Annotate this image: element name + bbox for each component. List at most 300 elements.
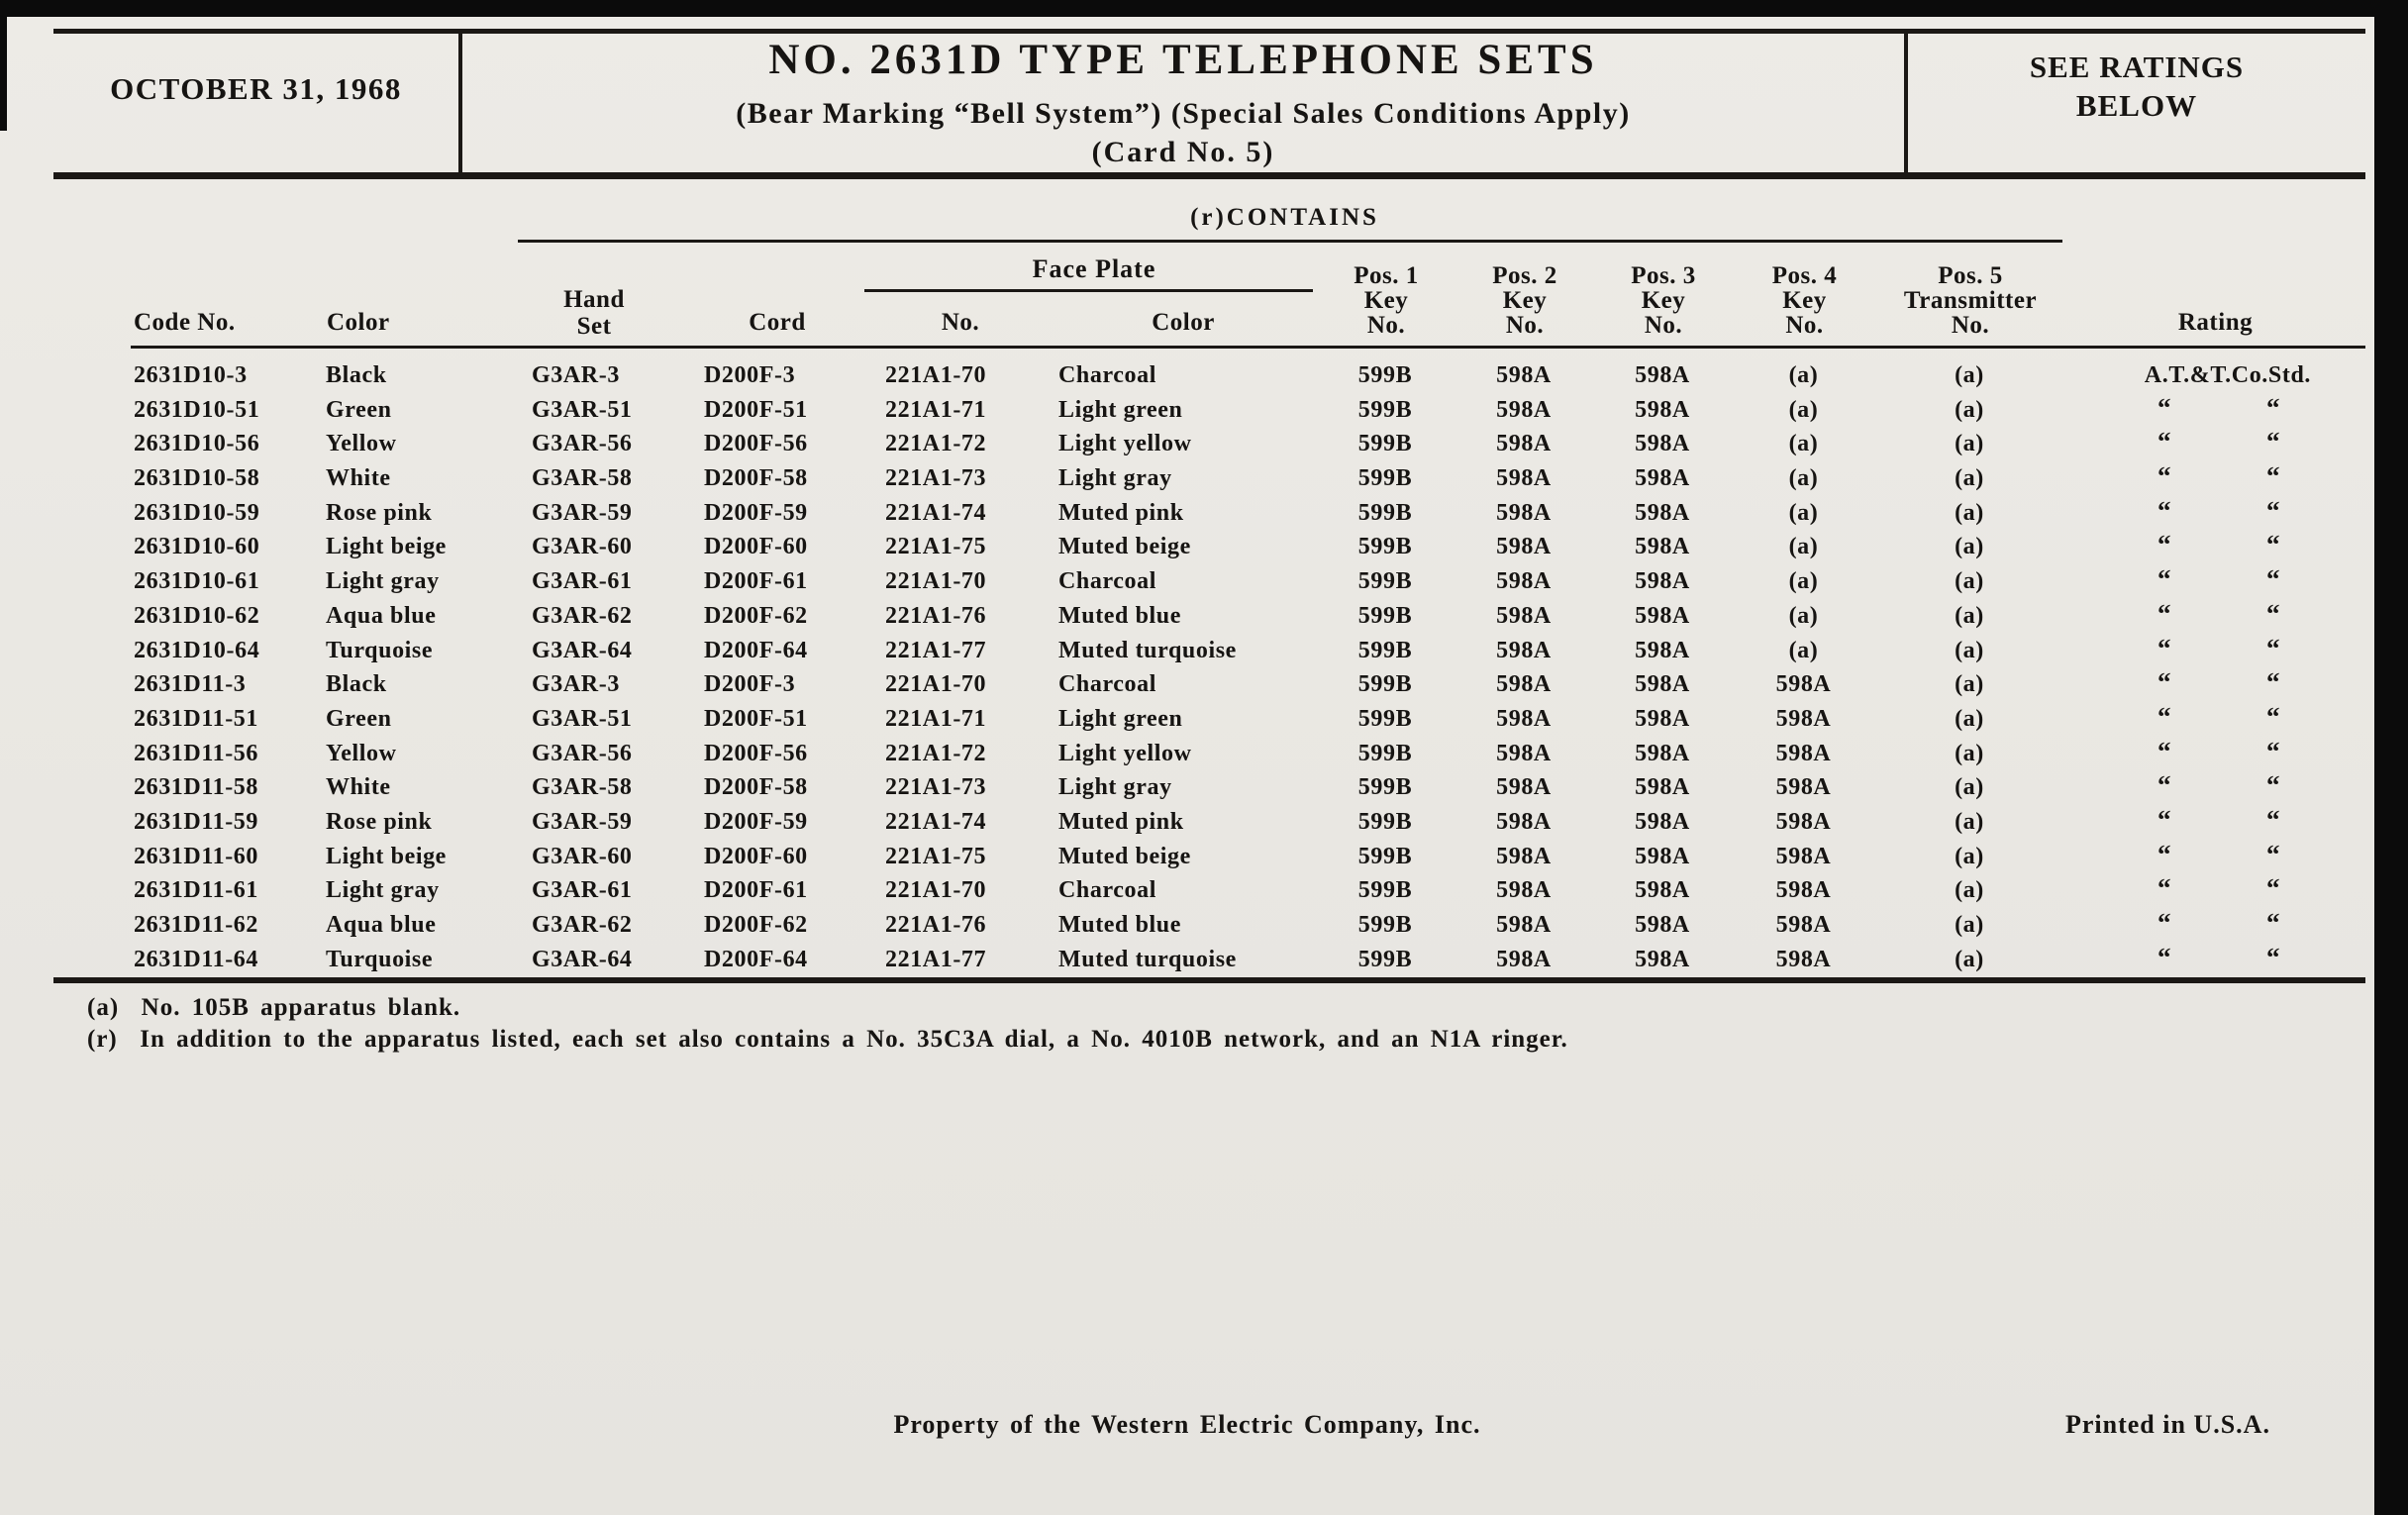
ditto-mark: “ xyxy=(2157,564,2172,595)
ditto-mark: “ xyxy=(2157,598,2172,629)
cell-pos3: 598A xyxy=(1635,808,1690,835)
ditto-mark: “ xyxy=(2157,392,2172,423)
cell-pos5: (a) xyxy=(1955,431,1984,457)
cell-color: Aqua blue xyxy=(326,912,437,938)
cell-pos5: (a) xyxy=(1955,912,1984,938)
cell-pos5: (a) xyxy=(1955,396,1984,423)
cell-rating xyxy=(2063,461,2365,496)
cell-hand_set: G3AR-51 xyxy=(532,705,633,732)
ditto-mark: “ xyxy=(2266,530,2281,560)
cell-pos4: 598A xyxy=(1775,877,1832,904)
cell-pos2: 598A xyxy=(1496,808,1552,835)
cell-fp_color: Charcoal xyxy=(1058,671,1157,698)
cell-pos3: 598A xyxy=(1635,637,1690,663)
table-rows xyxy=(53,358,2366,976)
table-row xyxy=(53,840,2366,874)
footer-property: Property of the Western Electric Company, Inc. xyxy=(893,1410,1481,1439)
cell-fp_color: Light yellow xyxy=(1058,740,1192,766)
contains-label: (r)CONTAINS xyxy=(1190,204,1379,231)
cell-pos2: 598A xyxy=(1496,671,1552,698)
cell-fp_no: 221A1-70 xyxy=(885,362,987,388)
col-header-line: Hand xyxy=(563,286,625,313)
cell-pos1: 599B xyxy=(1357,912,1413,938)
cell-pos1: 599B xyxy=(1357,499,1413,526)
cell-cord: D200F-56 xyxy=(704,740,808,766)
scan-edge-top xyxy=(0,0,2408,17)
ditto-mark: “ xyxy=(2157,427,2172,457)
cell-pos4: 598A xyxy=(1775,843,1832,869)
col-header-code: Code No. xyxy=(134,309,236,336)
cell-code: 2631D11-62 xyxy=(134,912,258,938)
cell-pos2: 598A xyxy=(1496,877,1552,904)
cell-cord: D200F-59 xyxy=(704,808,808,835)
cell-fp_color: Muted turquoise xyxy=(1058,637,1237,663)
cell-hand_set: G3AR-59 xyxy=(532,499,633,526)
cell-pos2: 598A xyxy=(1496,602,1552,629)
cell-rating xyxy=(2063,702,2365,737)
col-header-face-plate-color: Color xyxy=(1152,309,1215,336)
cell-fp_no: 221A1-75 xyxy=(885,534,987,560)
table-row xyxy=(53,599,2366,634)
face-plate-label: Face Plate xyxy=(1032,254,1156,283)
ditto-mark: “ xyxy=(2157,873,2172,904)
cell-hand_set: G3AR-61 xyxy=(532,877,633,904)
cell-hand_set: G3AR-3 xyxy=(532,671,620,698)
col-header-face-plate-no: No. xyxy=(941,309,980,336)
cell-pos4: 598A xyxy=(1775,808,1832,835)
cell-pos4: (a) xyxy=(1788,637,1819,663)
cell-fp_no: 221A1-74 xyxy=(885,499,987,526)
ditto-mark: “ xyxy=(2266,839,2281,869)
cell-hand_set: G3AR-60 xyxy=(532,843,633,869)
cell-fp_no: 221A1-73 xyxy=(885,465,987,492)
document-subtitle: (Bear Marking “Bell System”) (Special Sales Conditions Apply) xyxy=(736,97,1631,130)
cell-rating xyxy=(2063,496,2365,531)
contains-rule xyxy=(518,240,2062,243)
ditto-mark: “ xyxy=(2157,461,2172,492)
col-header-pos4-key-no xyxy=(1733,263,1876,338)
col-header-rating: Rating xyxy=(2177,309,2254,336)
cell-rating xyxy=(2063,943,2365,977)
ditto-mark: “ xyxy=(2157,770,2172,801)
col-header-line: Pos. 1 xyxy=(1354,262,1419,289)
cell-hand_set: G3AR-51 xyxy=(532,396,633,423)
ditto-mark: “ xyxy=(2157,736,2172,766)
cell-rating xyxy=(2063,564,2365,599)
cell-fp_no: 221A1-74 xyxy=(885,808,987,835)
cell-pos1: 599B xyxy=(1357,637,1413,663)
cell-pos3: 598A xyxy=(1635,602,1690,629)
cell-hand_set: G3AR-62 xyxy=(532,912,633,938)
ditto-mark: “ xyxy=(2266,942,2281,972)
cell-pos1: 599B xyxy=(1357,396,1413,423)
ditto-mark: “ xyxy=(2157,530,2172,560)
cell-color: Yellow xyxy=(326,431,397,457)
cell-cord: D200F-60 xyxy=(704,534,808,560)
cell-pos1: 599B xyxy=(1357,877,1413,904)
ditto-mark: “ xyxy=(2266,392,2281,423)
cell-pos1: 599B xyxy=(1357,465,1413,492)
cell-pos4: (a) xyxy=(1788,465,1819,492)
cell-pos1: 599B xyxy=(1357,740,1413,766)
footnote-r: (r) In addition to the apparatus listed, each set also contains a No. 35C3A dial, a No. 4010B network, and an N1A ringer. xyxy=(87,1026,1568,1053)
footnote-a: (a) No. 105B apparatus blank. xyxy=(87,994,461,1021)
table-row xyxy=(53,770,2366,805)
cell-pos5: (a) xyxy=(1955,637,1984,663)
table-row xyxy=(53,667,2366,702)
cell-rating xyxy=(2063,393,2365,428)
cell-pos3: 598A xyxy=(1635,465,1690,492)
ditto-mark: “ xyxy=(2266,667,2281,698)
cell-pos2: 598A xyxy=(1496,637,1552,663)
cell-fp_color: Light yellow xyxy=(1058,431,1192,457)
col-header-line: Key xyxy=(1782,287,1827,314)
cell-pos4: 598A xyxy=(1775,740,1832,766)
cell-color: Yellow xyxy=(326,740,397,766)
cell-fp_no: 221A1-76 xyxy=(885,602,987,629)
cell-color: Light beige xyxy=(326,843,447,869)
cell-pos1: 599B xyxy=(1357,946,1413,972)
cell-color: White xyxy=(326,774,391,801)
col-header-line: No. xyxy=(1366,312,1406,339)
cell-code: 2631D10-3 xyxy=(134,362,248,388)
table-row xyxy=(53,564,2366,599)
cell-hand_set: G3AR-60 xyxy=(532,534,633,560)
col-header-line: Transmitter xyxy=(1903,287,2038,314)
cell-color: Turquoise xyxy=(326,637,434,663)
ditto-mark: “ xyxy=(2266,770,2281,801)
cell-hand_set: G3AR-3 xyxy=(532,362,620,388)
ditto-mark: “ xyxy=(2157,633,2172,663)
cell-color: Black xyxy=(326,671,387,698)
face-plate-rule xyxy=(864,289,1313,292)
cell-code: 2631D11-64 xyxy=(134,946,258,972)
cell-color: Light gray xyxy=(326,877,440,904)
cell-pos5: (a) xyxy=(1955,568,1984,595)
footer-printed: Printed in U.S.A. xyxy=(2065,1410,2270,1439)
header-bottom-rule xyxy=(53,172,2365,179)
cell-fp_no: 221A1-77 xyxy=(885,946,987,972)
cell-pos3: 598A xyxy=(1635,499,1690,526)
cell-pos4: (a) xyxy=(1788,568,1819,595)
cell-rating xyxy=(2063,667,2365,702)
col-header-line: Pos. 5 xyxy=(1938,262,2003,289)
cell-pos1: 599B xyxy=(1357,534,1413,560)
cell-code: 2631D10-62 xyxy=(134,602,260,629)
cell-fp_color: Light gray xyxy=(1058,465,1172,492)
cell-pos4: (a) xyxy=(1788,396,1819,423)
cell-hand_set: G3AR-61 xyxy=(532,568,633,595)
cell-color: Rose pink xyxy=(326,499,433,526)
document-title: NO. 2631D TYPE TELEPHONE SETS xyxy=(768,37,1598,83)
cell-color: Green xyxy=(326,396,392,423)
see-ratings-note-line2: BELOW xyxy=(2075,88,2198,123)
cell-cord: D200F-62 xyxy=(704,912,808,938)
cell-pos2: 598A xyxy=(1496,431,1552,457)
ditto-mark: “ xyxy=(2157,667,2172,698)
cell-cord: D200F-61 xyxy=(704,568,808,595)
cell-pos2: 598A xyxy=(1496,774,1552,801)
cell-fp_no: 221A1-70 xyxy=(885,671,987,698)
cell-pos3: 598A xyxy=(1635,843,1690,869)
cell-cord: D200F-3 xyxy=(704,362,796,388)
column-header-rule xyxy=(131,346,2365,349)
cell-code: 2631D10-59 xyxy=(134,499,260,526)
cell-color: Black xyxy=(326,362,387,388)
cell-pos5: (a) xyxy=(1955,534,1984,560)
cell-pos4: (a) xyxy=(1788,602,1819,629)
cell-fp_color: Charcoal xyxy=(1058,362,1157,388)
cell-pos4: (a) xyxy=(1788,362,1819,388)
ditto-mark: “ xyxy=(2157,701,2172,732)
ditto-mark: “ xyxy=(2266,873,2281,904)
col-header-line: No. xyxy=(1951,312,1990,339)
cell-code: 2631D11-61 xyxy=(134,877,258,904)
cell-hand_set: G3AR-64 xyxy=(532,637,633,663)
document-date: OCTOBER 31, 1968 xyxy=(110,71,402,106)
cell-fp_no: 221A1-72 xyxy=(885,740,987,766)
cell-cord: D200F-51 xyxy=(704,396,808,423)
cell-fp_color: Muted blue xyxy=(1058,602,1182,629)
cell-pos2: 598A xyxy=(1496,946,1552,972)
cell-pos4: 598A xyxy=(1775,705,1832,732)
cell-rating: A.T.&T.Co.Std. xyxy=(2144,362,2311,388)
cell-pos1: 599B xyxy=(1357,671,1413,698)
cell-color: Rose pink xyxy=(326,808,433,835)
cell-pos3: 598A xyxy=(1635,362,1690,388)
ditto-mark: “ xyxy=(2266,598,2281,629)
cell-pos3: 598A xyxy=(1635,431,1690,457)
cell-fp_no: 221A1-70 xyxy=(885,877,987,904)
table-row xyxy=(53,702,2366,737)
cell-rating xyxy=(2063,805,2365,840)
cell-code: 2631D10-61 xyxy=(134,568,260,595)
table-row xyxy=(53,530,2366,564)
cell-fp_no: 221A1-72 xyxy=(885,431,987,457)
cell-pos2: 598A xyxy=(1496,465,1552,492)
cell-pos2: 598A xyxy=(1496,912,1552,938)
cell-pos2: 598A xyxy=(1496,534,1552,560)
cell-color: Aqua blue xyxy=(326,602,437,629)
col-header-pos1-key-no xyxy=(1317,263,1455,338)
cell-pos5: (a) xyxy=(1955,602,1984,629)
cell-rating xyxy=(2063,634,2365,668)
cell-pos1: 599B xyxy=(1357,843,1413,869)
cell-hand_set: G3AR-58 xyxy=(532,774,633,801)
cell-rating xyxy=(2063,873,2365,908)
cell-fp_color: Muted pink xyxy=(1058,499,1184,526)
table-row xyxy=(53,427,2366,461)
cell-pos3: 598A xyxy=(1635,568,1690,595)
cell-pos5: (a) xyxy=(1955,740,1984,766)
table-row xyxy=(53,634,2366,668)
scan-edge-left xyxy=(0,0,7,131)
cell-cord: D200F-51 xyxy=(704,705,808,732)
table-row xyxy=(53,873,2366,908)
cell-pos5: (a) xyxy=(1955,946,1984,972)
cell-pos3: 598A xyxy=(1635,534,1690,560)
cell-fp_no: 221A1-77 xyxy=(885,637,987,663)
cell-pos1: 599B xyxy=(1357,808,1413,835)
cell-cord: D200F-58 xyxy=(704,465,808,492)
cell-pos5: (a) xyxy=(1955,705,1984,732)
cell-cord: D200F-62 xyxy=(704,602,808,629)
cell-fp_color: Charcoal xyxy=(1058,877,1157,904)
see-ratings-note-line1: SEE RATINGS xyxy=(2029,50,2245,84)
col-header-line: No. xyxy=(1785,312,1824,339)
cell-fp_no: 221A1-71 xyxy=(885,396,987,423)
cell-pos5: (a) xyxy=(1955,465,1984,492)
table-bottom-rule xyxy=(53,977,2365,983)
cell-pos3: 598A xyxy=(1635,671,1690,698)
cell-code: 2631D10-56 xyxy=(134,431,260,457)
table-row xyxy=(53,496,2366,531)
cell-fp_color: Light green xyxy=(1058,396,1183,423)
cell-pos5: (a) xyxy=(1955,877,1984,904)
cell-pos1: 599B xyxy=(1357,568,1413,595)
col-header-cord: Cord xyxy=(749,309,806,336)
cell-hand_set: G3AR-56 xyxy=(532,431,633,457)
col-header-line: Key xyxy=(1641,287,1686,314)
cell-pos3: 598A xyxy=(1635,396,1690,423)
col-header-line: Pos. 2 xyxy=(1492,262,1557,289)
col-header-line: No. xyxy=(1644,312,1683,339)
cell-pos2: 598A xyxy=(1496,362,1552,388)
cell-rating xyxy=(2063,908,2365,943)
col-header-line: Pos. 4 xyxy=(1771,262,1838,289)
card-number: (Card No. 5) xyxy=(1091,136,1275,168)
col-header-line: Pos. 3 xyxy=(1631,262,1696,289)
cell-rating xyxy=(2063,599,2365,634)
cell-pos1: 599B xyxy=(1357,431,1413,457)
scan-edge-right xyxy=(2374,0,2408,1515)
ditto-mark: “ xyxy=(2157,942,2172,972)
ditto-mark: “ xyxy=(2266,633,2281,663)
table-row xyxy=(53,461,2366,496)
cell-cord: D200F-3 xyxy=(704,671,796,698)
cell-fp_color: Muted beige xyxy=(1058,534,1191,560)
cell-code: 2631D11-51 xyxy=(134,705,258,732)
cell-cord: D200F-64 xyxy=(704,637,808,663)
cell-fp_color: Light gray xyxy=(1058,774,1172,801)
ditto-mark: “ xyxy=(2157,495,2172,526)
ditto-mark: “ xyxy=(2266,427,2281,457)
cell-code: 2631D11-3 xyxy=(134,671,247,698)
cell-pos1: 599B xyxy=(1357,602,1413,629)
cell-pos1: 599B xyxy=(1357,774,1413,801)
cell-fp_no: 221A1-71 xyxy=(885,705,987,732)
cell-pos3: 598A xyxy=(1635,946,1690,972)
cell-code: 2631D10-51 xyxy=(134,396,260,423)
cell-pos2: 598A xyxy=(1496,740,1552,766)
cell-color: White xyxy=(326,465,391,492)
col-header-color: Color xyxy=(327,309,390,336)
col-header-line: Key xyxy=(1502,287,1548,314)
cell-pos4: (a) xyxy=(1788,534,1819,560)
cell-pos5: (a) xyxy=(1955,671,1984,698)
ditto-mark: “ xyxy=(2157,908,2172,938)
cell-code: 2631D10-64 xyxy=(134,637,260,663)
cell-pos3: 598A xyxy=(1635,740,1690,766)
cell-pos3: 598A xyxy=(1635,774,1690,801)
cell-color: Light beige xyxy=(326,534,447,560)
cell-cord: D200F-60 xyxy=(704,843,808,869)
table-row xyxy=(53,943,2366,977)
cell-fp_no: 221A1-73 xyxy=(885,774,987,801)
col-header-pos3-key-no xyxy=(1594,263,1733,338)
cell-hand_set: G3AR-56 xyxy=(532,740,633,766)
cell-cord: D200F-61 xyxy=(704,877,808,904)
cell-pos5: (a) xyxy=(1955,808,1984,835)
col-header-hand-set xyxy=(505,286,683,340)
cell-fp_color: Light green xyxy=(1058,705,1183,732)
cell-code: 2631D11-59 xyxy=(134,808,258,835)
col-header-pos5-transmitter-no xyxy=(1876,263,2064,338)
cell-pos4: 598A xyxy=(1775,774,1832,801)
cell-hand_set: G3AR-58 xyxy=(532,465,633,492)
cell-hand_set: G3AR-59 xyxy=(532,808,633,835)
header-top-rule xyxy=(53,29,2365,34)
cell-pos5: (a) xyxy=(1955,774,1984,801)
table-row xyxy=(53,805,2366,840)
cell-color: Light gray xyxy=(326,568,440,595)
cell-fp_color: Charcoal xyxy=(1058,568,1157,595)
cell-code: 2631D10-58 xyxy=(134,465,260,492)
cell-color: Green xyxy=(326,705,392,732)
table-row xyxy=(53,908,2366,943)
ditto-mark: “ xyxy=(2266,701,2281,732)
cell-cord: D200F-56 xyxy=(704,431,808,457)
cell-code: 2631D11-56 xyxy=(134,740,258,766)
cell-rating xyxy=(2063,840,2365,874)
ditto-mark: “ xyxy=(2266,461,2281,492)
ditto-mark: “ xyxy=(2266,804,2281,835)
cell-pos2: 598A xyxy=(1496,396,1552,423)
cell-hand_set: G3AR-62 xyxy=(532,602,633,629)
ditto-mark: “ xyxy=(2157,804,2172,835)
cell-fp_color: Muted blue xyxy=(1058,912,1182,938)
cell-code: 2631D11-60 xyxy=(134,843,258,869)
cell-code: 2631D10-60 xyxy=(134,534,260,560)
cell-fp_color: Muted beige xyxy=(1058,843,1191,869)
cell-pos2: 598A xyxy=(1496,705,1552,732)
cell-pos4: 598A xyxy=(1775,912,1832,938)
cell-cord: D200F-58 xyxy=(704,774,808,801)
cell-rating xyxy=(2063,770,2365,805)
cell-pos5: (a) xyxy=(1955,362,1984,388)
col-header-line: Set xyxy=(576,313,612,340)
cell-pos1: 599B xyxy=(1357,362,1413,388)
col-header-line: No. xyxy=(1505,312,1545,339)
col-header-pos2-key-no xyxy=(1455,263,1594,338)
cell-rating xyxy=(2063,530,2365,564)
cell-fp_no: 221A1-75 xyxy=(885,843,987,869)
ditto-mark: “ xyxy=(2266,564,2281,595)
cell-pos5: (a) xyxy=(1955,499,1984,526)
cell-pos3: 598A xyxy=(1635,705,1690,732)
cell-cord: D200F-59 xyxy=(704,499,808,526)
ditto-mark: “ xyxy=(2266,495,2281,526)
cell-pos3: 598A xyxy=(1635,912,1690,938)
cell-pos4: 598A xyxy=(1775,946,1832,972)
cell-fp_color: Muted turquoise xyxy=(1058,946,1237,972)
cell-pos3: 598A xyxy=(1635,877,1690,904)
cell-fp_color: Muted pink xyxy=(1058,808,1184,835)
cell-pos5: (a) xyxy=(1955,843,1984,869)
ditto-mark: “ xyxy=(2157,839,2172,869)
cell-pos4: (a) xyxy=(1788,431,1819,457)
cell-fp_no: 221A1-76 xyxy=(885,912,987,938)
